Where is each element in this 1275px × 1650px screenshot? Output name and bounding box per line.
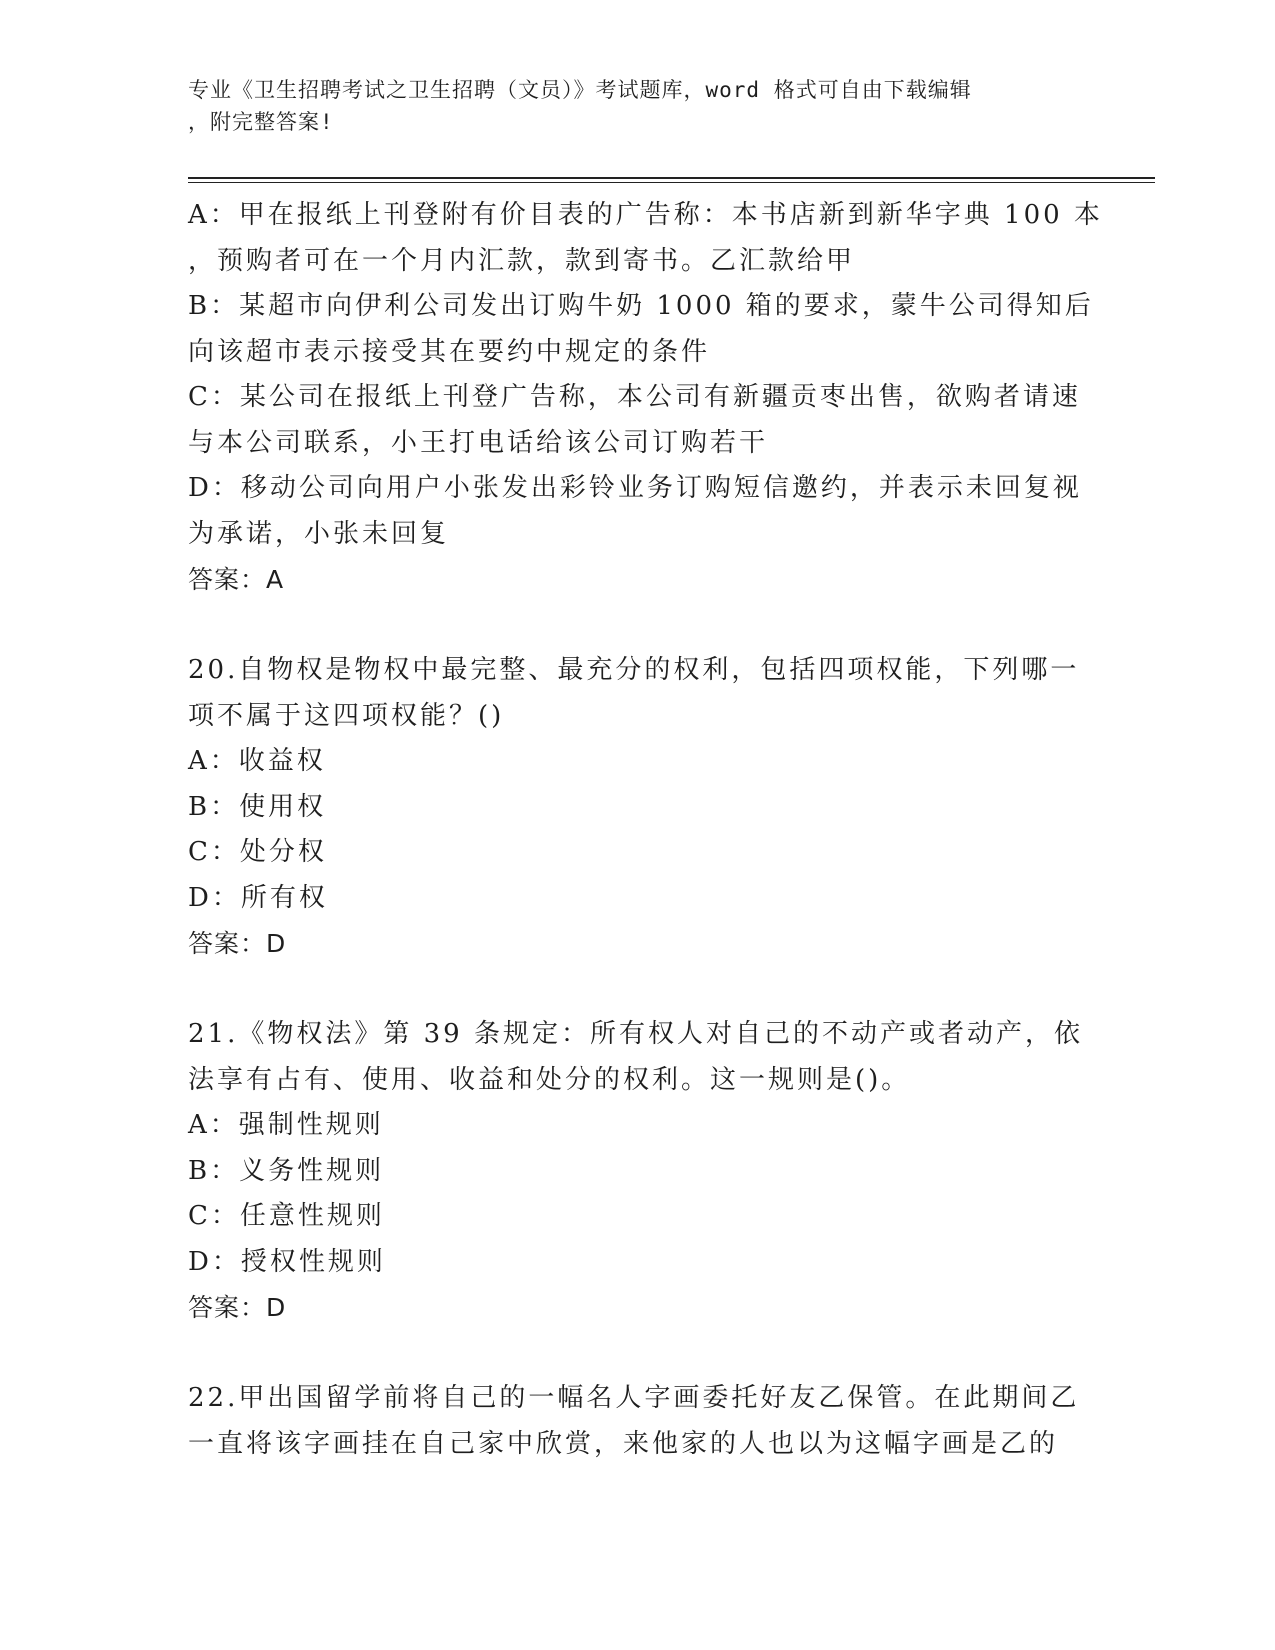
option-c-line-2: 与本公司联系，小王打电话给该公司订购若干 (188, 427, 769, 458)
question-19-options (188, 193, 1103, 603)
option-b-line-2: 向该超市表示接受其在要约中规定的条件 (188, 336, 711, 367)
option-d: D：授权性规则 (188, 1246, 386, 1277)
option-a: A：强制性规则 (188, 1110, 384, 1140)
question-20 (188, 648, 1088, 967)
header-divider-thick (188, 177, 1155, 179)
option-a-line-1: A：甲在报纸上刊登附有价目表的广告称：本书店新到新华字典 100 本 (188, 200, 1103, 230)
document-header (188, 74, 1068, 138)
question-stem-line-2: 项不属于这四项权能？() (188, 700, 505, 731)
option-b: B：使用权 (188, 791, 327, 822)
question-21 (188, 1012, 1088, 1331)
answer-19: 答案：A (188, 565, 285, 594)
question-22 (188, 1376, 1088, 1467)
option-a: A：收益权 (188, 746, 326, 776)
spacer (188, 1331, 1088, 1377)
header-line-2: ，附完整答案! (188, 110, 334, 134)
answer-20: 答案：D (188, 929, 287, 958)
question-stem-line-2: 一直将该字画挂在自己家中欣赏，来他家的人也以为这幅字画是乙的 (188, 1428, 1059, 1459)
option-c-line-1: C：某公司在报纸上刊登广告称，本公司有新疆贡枣出售，欲购者请速 (188, 382, 1081, 412)
option-d-line-2: 为承诺，小张未回复 (188, 518, 450, 549)
question-stem-line-1: 20.自物权是物权中最完整、最充分的权利，包括四项权能，下列哪一 (188, 655, 1080, 685)
spacer (188, 967, 1088, 1013)
question-stem-line-1: 21.《物权法》第 39 条规定：所有权人对自己的不动产或者动产，依 (188, 1019, 1083, 1049)
option-a-line-2: ，预购者可在一个月内汇款，款到寄书。乙汇款给甲 (188, 245, 856, 276)
option-b-line-1: B：某超市向伊利公司发出订购牛奶 1000 箱的要求，蒙牛公司得知后 (188, 291, 1094, 321)
option-b: B：义务性规则 (188, 1155, 385, 1186)
header-line-1: 专业《卫生招聘考试之卫生招聘（文员）》考试题库，word 格式可自由下载编辑 (188, 78, 972, 102)
spacer (188, 603, 1088, 649)
option-c: C：处分权 (188, 837, 327, 867)
question-stem-line-2: 法享有占有、使用、收益和处分的权利。这一规则是()。 (188, 1064, 911, 1095)
question-stem-line-1: 22.甲出国留学前将自己的一幅名人字画委托好友乙保管。在此期间乙 (188, 1383, 1080, 1413)
answer-21: 答案：D (188, 1293, 287, 1322)
option-d: D：所有权 (188, 882, 328, 913)
option-c: C：任意性规则 (188, 1201, 385, 1231)
option-d-line-1: D：移动公司向用户小张发出彩铃业务订购短信邀约，并表示未回复视 (188, 473, 1082, 503)
header-divider-thin (188, 182, 1155, 183)
question-list (188, 193, 1103, 1467)
